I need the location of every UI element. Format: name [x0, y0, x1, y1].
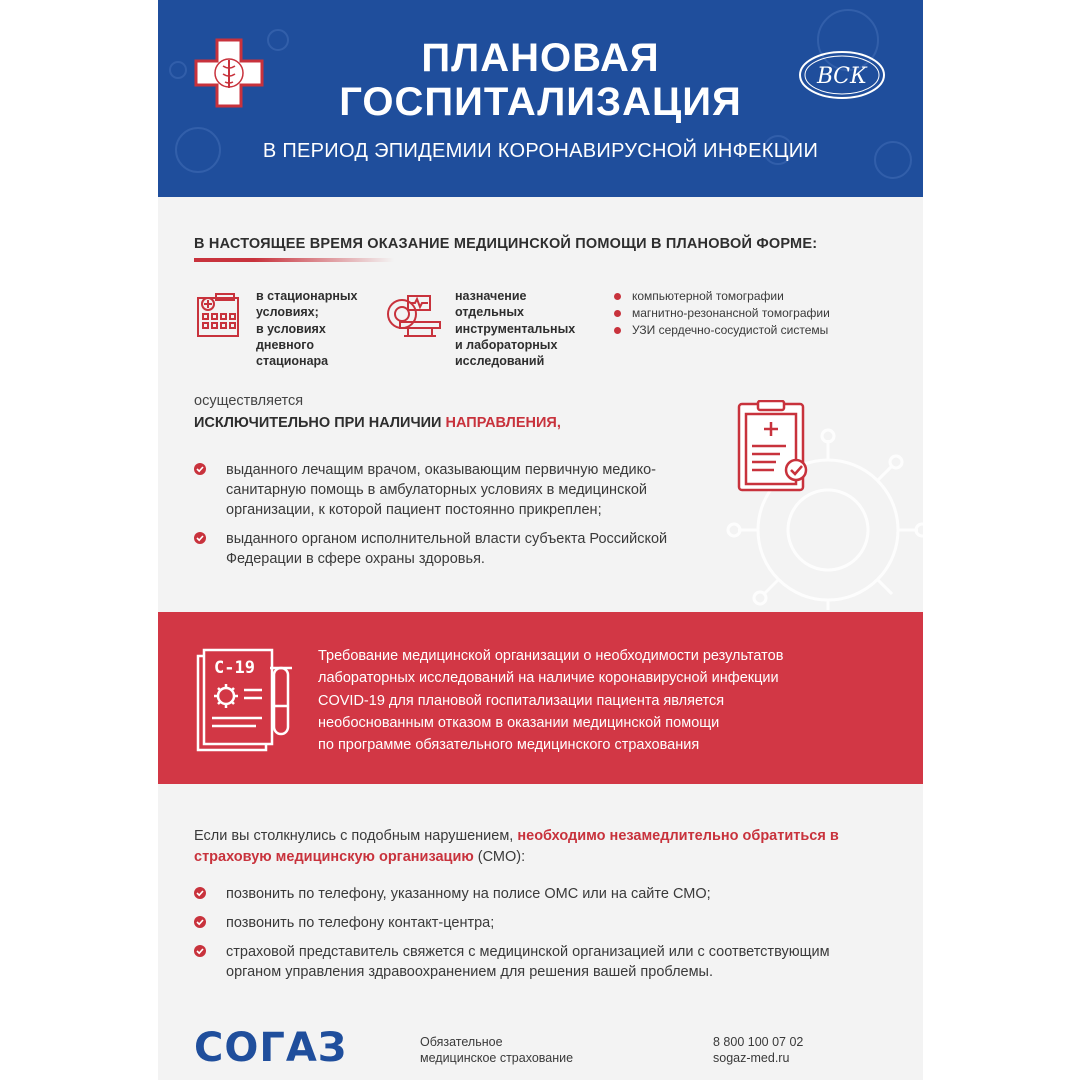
header: [158, 0, 923, 197]
list-item: [194, 529, 734, 569]
sogaz-logo: СОГАЗ: [194, 1025, 348, 1071]
banner-text: [318, 645, 898, 756]
col2-line: исследований: [455, 354, 545, 369]
footer-site-link[interactable]: sogaz-med.ru: [713, 1051, 790, 1065]
referral-pre-text: осуществляется: [194, 393, 304, 409]
title-line-2: ГОСПИТАЛИЗАЦИЯ: [339, 80, 742, 124]
list-item: [194, 884, 844, 904]
banner-line: лабораторных исследований на наличие коронавирусной инфекции: [318, 670, 779, 687]
col2-text: [455, 288, 575, 369]
col1-line: стационара: [256, 354, 329, 369]
contact-list: [194, 884, 844, 991]
referral-emphasis-red: НАПРАВЛЕНИЯ,: [445, 415, 561, 431]
subtitle: В ПЕРИОД ЭПИДЕМИИ КОРОНАВИРУСНОЙ ИНФЕКЦИИ: [262, 140, 819, 162]
col2-line: отдельных: [455, 305, 524, 320]
list-item: [614, 305, 830, 322]
contact-intro-emphasis: необходимо незамедлительно обратиться в страховую медицинскую организацию: [194, 828, 839, 865]
footer-ins-line: медицинское страхование: [420, 1051, 574, 1065]
col1-line: в стационарных: [256, 289, 358, 303]
referral-list: [194, 460, 734, 578]
col1-line: условиях;: [256, 305, 319, 320]
check-bullet-icon: [194, 887, 206, 899]
poster: [158, 0, 923, 1080]
list-item-label: УЗИ сердечно-сосудистой системы: [632, 323, 829, 337]
footer-phone[interactable]: 8 800 100 07 02: [713, 1035, 804, 1049]
contact-intro: [194, 826, 854, 868]
clipboard-medical-icon: [736, 400, 808, 492]
check-bullet-icon: [194, 463, 206, 475]
col1-line: дневного: [256, 337, 314, 352]
banner-line: Требование медицинской организации о необходимости результатов: [318, 648, 784, 664]
vsk-logo-text: ВСК: [816, 64, 868, 89]
list-item: [614, 322, 830, 339]
heading-underline: [194, 258, 394, 262]
col1-text: [256, 288, 358, 369]
footer-contacts: [713, 1034, 803, 1066]
banner-line: по программе обязательного медицинского страхования: [318, 737, 700, 754]
list-item-label: выданного органом исполнительной власти субъекта Российской Федерации в сфере охраны здоровья.: [226, 531, 668, 567]
footer-ins-line: Обязательное: [420, 1035, 503, 1049]
check-bullet-icon: [194, 916, 206, 928]
banner-line: необоснованным отказом в оказании медицинской помощи: [318, 714, 720, 731]
footer-insurance-label: [420, 1034, 573, 1066]
col2-line: инструментальных: [455, 321, 576, 336]
col2-line: назначение: [455, 289, 527, 303]
mri-scanner-icon: [386, 292, 444, 338]
list-item-label: позвонить по телефону контакт-центра;: [226, 915, 495, 931]
contact-intro-suffix: (СМО):: [477, 849, 526, 865]
referral-emphasis-black: ИСКЛЮЧИТЕЛЬНО ПРИ НАЛИЧИИ: [194, 415, 442, 431]
bullet-icon: [614, 293, 621, 300]
col1-line: в условиях: [256, 321, 326, 336]
contact-intro-prefix: Если вы столкнулись с подобным нарушением,: [194, 828, 514, 844]
bullet-icon: [614, 327, 621, 334]
title-line-1: ПЛАНОВАЯ: [421, 36, 660, 80]
list-item: [614, 288, 830, 305]
banner-line: COVID-19 для плановой госпитализации пациента является: [318, 692, 725, 709]
list-item-label: страховой представитель свяжется с медицинской организацией или с соответствующим органом управления здравоохранением для решения вашей проблемы.: [226, 944, 830, 980]
section-heading: В НАСТОЯЩЕЕ ВРЕМЯ ОКАЗАНИЕ МЕДИЦИНСКОЙ ПОМОЩИ В ПЛАНОВОЙ ФОРМЕ:: [194, 236, 818, 252]
list-item: [194, 942, 844, 982]
list-item-label: компьютерной томографии: [632, 289, 784, 303]
referral-emphasis: [194, 415, 561, 431]
list-item: [194, 460, 734, 520]
list-item-label: позвонить по телефону, указанному на полисе ОМС или на сайте СМО;: [226, 886, 711, 902]
check-bullet-icon: [194, 532, 206, 544]
vsk-logo: [798, 50, 886, 100]
bullet-icon: [614, 310, 621, 317]
list-item-label: выданного лечащим врачом, оказывающим первичную медико-санитарную помощь в амбулаторных условиях в медицинской организации, к которой пациент постоянно прикреплен;: [226, 462, 657, 518]
covid-test-document-icon: [192, 646, 296, 754]
list-item-label: магнитно-резонансной томографии: [632, 306, 830, 320]
warning-banner: [158, 612, 923, 784]
hospital-building-icon: [194, 290, 242, 338]
col2-line: и лабораторных: [455, 337, 558, 352]
list-item: [194, 913, 844, 933]
check-bullet-icon: [194, 945, 206, 957]
covid-icon-label: C-19: [214, 658, 255, 678]
diagnostics-list: [614, 288, 830, 339]
